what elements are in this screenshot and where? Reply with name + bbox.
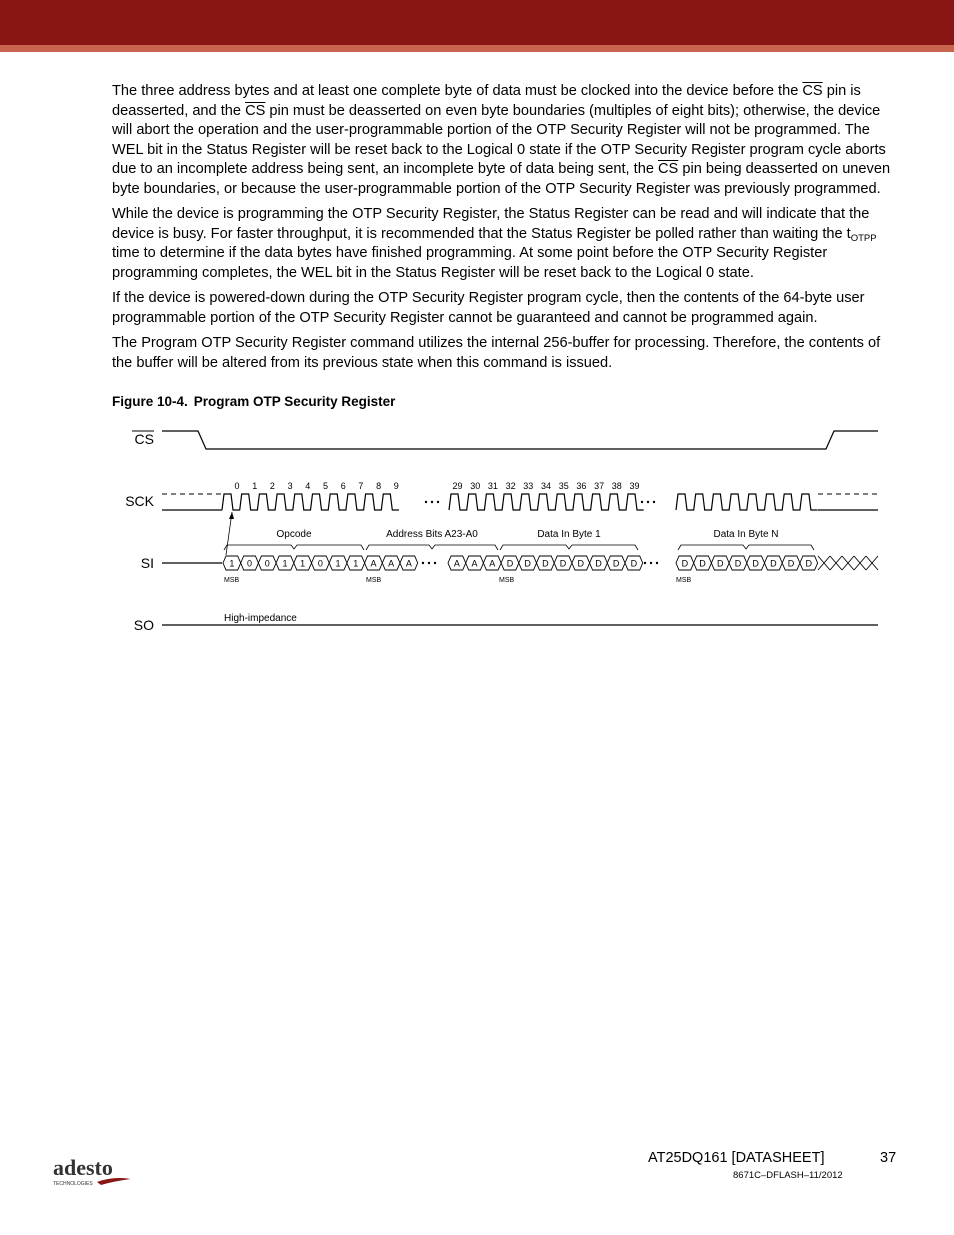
footer-page-number: 37 xyxy=(880,1150,897,1166)
clock-number: 35 xyxy=(558,481,569,491)
si-ellipsis-dot xyxy=(650,562,652,564)
si-ellipsis-dot xyxy=(434,562,436,564)
clock-number: 0 xyxy=(234,481,240,491)
footer-doc-code: 8671C–DFLASH–11/2012 xyxy=(733,1170,843,1181)
data-byte-n-bit: D xyxy=(734,558,742,569)
opcode-bit: 1 xyxy=(353,558,359,569)
data-byte-1-bit: D xyxy=(612,558,620,569)
clock-number: 9 xyxy=(393,481,399,491)
opcode-group-brace xyxy=(224,545,364,550)
data-byte-n-bit: D xyxy=(752,558,759,569)
so-signal-label: SO xyxy=(133,617,154,633)
clock-number: 36 xyxy=(576,481,587,491)
si-ellipsis-dot xyxy=(422,562,424,564)
data-byte-n-group-label: Data In Byte N xyxy=(713,529,779,540)
figure-number: Figure 10-4. xyxy=(112,394,188,409)
si-signal-label: SI xyxy=(140,555,154,571)
clock-number: 8 xyxy=(376,481,382,491)
cs-signal-label: CS xyxy=(134,431,154,447)
msb-label: MSB xyxy=(366,577,382,584)
sck-clock-run-3 xyxy=(676,494,818,510)
clock-number: 2 xyxy=(269,481,275,491)
opcode-bit: 1 xyxy=(229,558,235,569)
t-otpp-subscript: OTPP xyxy=(850,232,877,244)
clock-number: 30 xyxy=(470,481,481,491)
logo-text: adesto xyxy=(53,1155,113,1180)
timing-diagram xyxy=(110,420,890,640)
data-byte-1-bit: D xyxy=(506,558,514,569)
clock-number: 37 xyxy=(594,481,605,491)
clock-number: 5 xyxy=(322,481,329,491)
data-byte-1-group-label: Data In Byte 1 xyxy=(537,529,601,540)
clock-number: 38 xyxy=(611,481,622,491)
address-bit: A xyxy=(370,558,377,569)
sck-signal-label: SCK xyxy=(125,493,154,509)
msb-label: MSB xyxy=(224,577,240,584)
clock-number: 4 xyxy=(305,481,311,491)
sck-ellipsis-dot xyxy=(641,501,643,503)
data-byte-1-bit: D xyxy=(577,558,584,569)
address-bit: A xyxy=(453,558,460,569)
logo-subtext: TECHNOLOGIES xyxy=(53,1181,93,1187)
address-bit: A xyxy=(388,558,395,569)
paragraph-3: If the device is powered-down during the OTP Security Register program cycle, then the contents of the 64-byte user programmable portion of the OTP Security Register cannot be guaranteed and cannot be programmed again. xyxy=(112,290,865,326)
figure-caption xyxy=(112,394,395,409)
logo-graphic xyxy=(53,1155,135,1187)
clock-number: 6 xyxy=(340,481,346,491)
si-ellipsis-dot xyxy=(656,562,658,564)
address-bit: A xyxy=(471,558,478,569)
body-text xyxy=(112,82,902,379)
cs-overline: $\overline{CS}$ xyxy=(245,102,266,119)
data-byte-n-group-brace xyxy=(678,545,814,550)
clock-number: 29 xyxy=(452,481,463,491)
opcode-bit: 0 xyxy=(247,558,253,569)
address-bit: A xyxy=(405,558,412,569)
opcode-bit: 0 xyxy=(317,558,323,569)
data-byte-1-bit: D xyxy=(542,558,549,569)
address-group-label: Address Bits A23-A0 xyxy=(386,529,478,540)
adesto-logo xyxy=(53,1155,135,1192)
clock-number: 31 xyxy=(487,481,498,491)
opcode-bit: 1 xyxy=(335,558,341,569)
sck-ellipsis-dot xyxy=(437,501,439,503)
header-accent-line xyxy=(0,45,954,52)
data-byte-1-bit: D xyxy=(595,558,602,569)
clock-number: 1 xyxy=(252,481,258,491)
paragraph-4: The Program OTP Security Register command utilizes the internal 256-buffer for processing. Therefore, the contents of the buffer will be altered from its previous state when this command is issued. xyxy=(112,335,881,371)
clock-number: 34 xyxy=(540,481,552,491)
opcode-group-label: Opcode xyxy=(276,529,312,540)
data-byte-1-bit: D xyxy=(559,558,567,569)
si-dont-care-hatch xyxy=(818,556,830,570)
data-byte-1-bit: D xyxy=(630,558,638,569)
timing-dynamic-layer xyxy=(162,481,878,584)
clock-number: 7 xyxy=(358,481,364,491)
clock-number: 32 xyxy=(505,481,516,491)
data-byte-1-bit: D xyxy=(524,558,531,569)
header-bar xyxy=(0,0,954,45)
si-dont-care-hatch xyxy=(842,556,854,570)
data-byte-n-bit: D xyxy=(681,558,689,569)
cs-overline: $\overline{CS}$ xyxy=(802,83,823,99)
msb-label: MSB xyxy=(676,577,692,584)
address-group-brace xyxy=(366,545,498,550)
cs-waveform xyxy=(162,431,878,449)
si-dont-care-hatch xyxy=(854,556,866,570)
cs-overline: $\overline{CS}$ xyxy=(658,161,679,177)
data-byte-n-bit: D xyxy=(699,558,706,569)
figure-title: Program OTP Security Register xyxy=(193,394,396,409)
si-dont-care-hatch xyxy=(830,556,842,570)
sck-ellipsis-dot xyxy=(431,501,433,503)
si-ellipsis-dot xyxy=(428,562,430,564)
sck-ellipsis-dot xyxy=(425,501,427,503)
address-bit: A xyxy=(489,558,496,569)
opcode-bit: 1 xyxy=(282,558,288,569)
sck-ellipsis-dot xyxy=(653,501,655,503)
paragraph-1: The three address bytes and at least one complete byte of data must be clocked into the device before the $\overline{CS}$ pin is deasserted, and the $\overline{CS}$ pin must be deasserted on even byte boundaries (multiples of eight bits); otherwise, the device will abort the operation and the user-programmable portion of the OTP Security Register will not be programmed. The WEL bit in the Status Register will be reset back to the Logical 0 state if the OTP Security Register program cycle aborts due to an incomplete address being sent, an incomplete byte of data being sent, the $\overline{CS}$ pin being deasserted on uneven byte boundaries, or because the user-programmable portion of the OTP Security Register was previously programmed. xyxy=(112,83,891,197)
msb-label: MSB xyxy=(499,577,515,584)
si-ellipsis-dot xyxy=(644,562,646,564)
opcode-bit: 0 xyxy=(264,558,270,569)
clock-number: 33 xyxy=(523,481,534,491)
high-impedance-label: High-impedance xyxy=(224,613,297,624)
sck-clock-run-2 xyxy=(449,494,644,510)
data-byte-1-group-brace xyxy=(500,545,638,550)
clock-number: 3 xyxy=(287,481,293,491)
data-byte-n-bit: D xyxy=(787,558,795,569)
clock-number: 39 xyxy=(629,481,640,491)
sck-ellipsis-dot xyxy=(647,501,649,503)
footer-doc-title: AT25DQ161 [DATASHEET] xyxy=(648,1150,825,1166)
data-byte-n-bit: D xyxy=(805,558,812,569)
paragraph-2: While the device is programming the OTP Security Register, the Status Register can be read and will indicate that the device is busy. For faster throughput, it is recommended that the Status Register be polled rather than waiting the $t_{OTPP}$ time to determine if the data bytes have finished programming. At some point before the OTP Security Register programming completes, the WEL bit in the Status Register will be reset back to the Logical 0 state. xyxy=(112,206,877,281)
si-dont-care-hatch xyxy=(866,556,878,570)
opcode-bit: 1 xyxy=(300,558,306,569)
data-byte-n-bit: D xyxy=(770,558,777,569)
sck-clock-run-1 xyxy=(222,494,399,510)
data-byte-n-bit: D xyxy=(717,558,724,569)
